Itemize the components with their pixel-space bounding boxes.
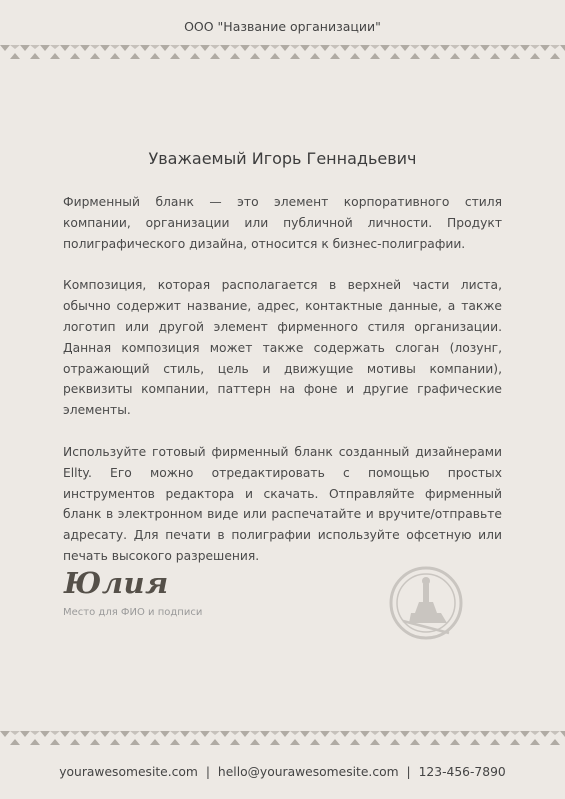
paragraph: Композиция, которая располагается в верхней части листа, обычно содержит название, адрес, контактные данные, а также логотип или другой элемент фирменного стиля организации. Данная композиция может также содержать слоган (лозунг, отражающий стиль, цель и движущие мотивы компании), реквизиты компании, паттерн на фоне и другие графические элементы. [63, 278, 502, 418]
website-link[interactable]: yourawesomesite.com [59, 765, 198, 779]
decorative-pattern-top [0, 45, 565, 59]
stamp-icon [389, 553, 463, 653]
separator: | [406, 765, 411, 779]
signature: Юлия [64, 566, 169, 600]
separator: | [205, 765, 210, 779]
paragraph: Фирменный бланк — это элемент корпоративного стиля компании, организации или публичной личности. Продукт полиграфического дизайна, относится к бизнес-полиграфии. [63, 195, 502, 251]
letter-greeting: Уважаемый Игорь Геннадьевич [148, 149, 417, 168]
footer-contacts [0, 765, 565, 779]
phone-number: 123-456-7890 [418, 765, 506, 779]
organization-name: ООО "Название организации" [184, 19, 381, 34]
letter-body [63, 192, 502, 588]
paragraph: Используйте готовый фирменный бланк созданный дизайнерами Ellty. Его можно отредактировать с помощью простых инструментов редактора и скачать. Отправляйте фирменный бланк в электронном виде или распечатайте и вручите/отправьте адресату. Для печати в полиграфии используйте офсетную или печать высокого разрешения. [63, 444, 502, 563]
signature-caption: Место для ФИО и подписи [63, 607, 203, 618]
decorative-pattern-bottom [0, 731, 565, 745]
email-link[interactable]: hello@yourawesomesite.com [217, 765, 399, 779]
